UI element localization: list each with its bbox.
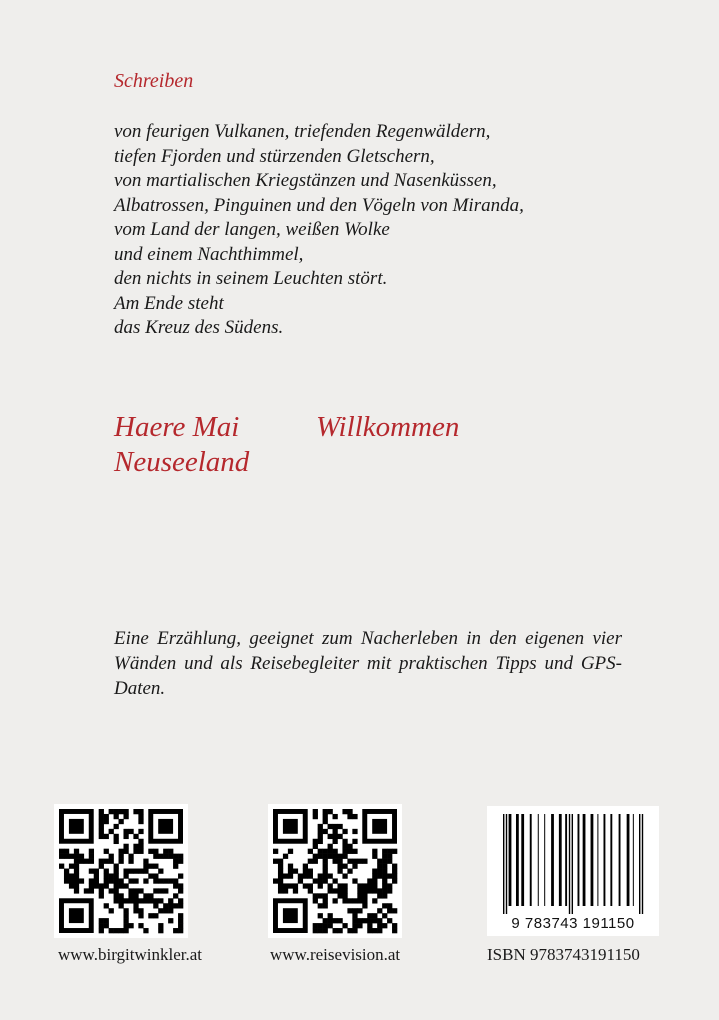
intro-word: Schreiben	[114, 70, 194, 92]
barcode-digits: 9 783743 191150	[511, 915, 635, 932]
poem-line: von feurigen Vulkanen, triefenden Regenwäldern,	[114, 121, 491, 142]
poem-line: vom Land der langen, weißen Wolke	[114, 219, 390, 240]
poem-line: Albatrossen, Pinguinen und den Vögeln von Miranda,	[114, 194, 524, 216]
poem	[114, 120, 524, 341]
isbn-caption: ISBN 9783743191150	[487, 945, 640, 964]
qr-code-reisevision[interactable]	[268, 804, 402, 938]
qr-code-icon	[268, 804, 402, 938]
title-maori	[114, 410, 249, 480]
poem-line: den nichts in seinem Leuchten stört.	[114, 268, 388, 289]
qr-code-icon	[54, 804, 188, 938]
title-maori-line2: Neuseeland	[114, 446, 250, 478]
qr-code-birgitwinkler[interactable]	[54, 804, 188, 938]
barcode-icon	[487, 806, 659, 918]
website-link-birgitwinkler[interactable]: www.birgitwinkler.at	[58, 945, 203, 964]
isbn-barcode	[487, 806, 659, 936]
poem-line: und einem Nachthimmel,	[114, 243, 304, 265]
title-german: Willkommen	[316, 411, 460, 443]
website-link-reisevision[interactable]: www.reisevision.at	[270, 945, 401, 964]
book-blurb: Eine Erzählung, geeignet zum Nacherleben in den eigenen vier Wänden und als Reisebegleiter mit praktischen Tipps und GPS-Daten.	[114, 628, 622, 699]
title-maori-line1: Haere Mai	[114, 411, 240, 443]
poem-line: das Kreuz des Südens.	[114, 317, 284, 338]
poem-line: tiefen Fjorden und stürzenden Gletschern,	[114, 145, 435, 167]
poem-line: von martialischen Kriegstänzen und Nasenküssen,	[114, 170, 497, 191]
poem-line: Am Ende steht	[114, 292, 224, 314]
